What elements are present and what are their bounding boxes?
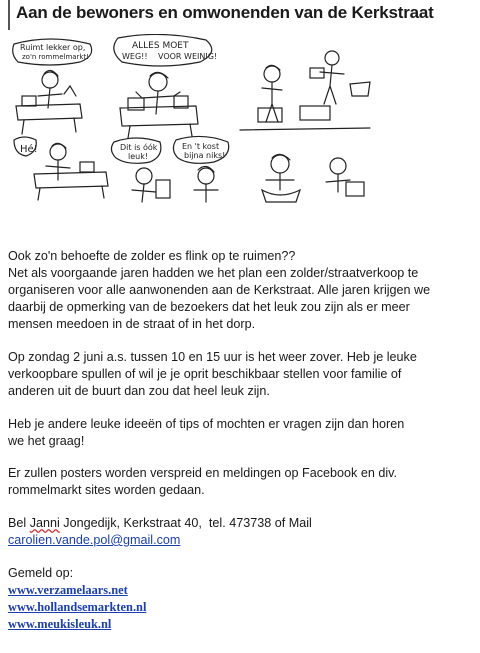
text-line: organiseren voor alle aanwonenden aan de Kerkstraat. Alle jaren krijgen we bbox=[8, 283, 431, 297]
bubble4-line1: Dit is óók bbox=[120, 143, 158, 152]
bubble3: Hé! bbox=[20, 144, 38, 155]
contact-first-name: Janni bbox=[29, 516, 60, 530]
links-heading: Gemeld op: bbox=[8, 566, 74, 580]
bubble1-line2: zo'n rommelmarkt! bbox=[22, 53, 90, 61]
email-link[interactable]: carolien.vande.pol@gmail.com bbox=[8, 533, 181, 547]
text-line: Net als voorgaande jaren hadden we het plan een zolder/straatverkoop te bbox=[8, 266, 419, 280]
cartoon-illustration bbox=[10, 34, 380, 204]
text-line: Ook zo'n behoefte de zolder es flink op te ruimen?? bbox=[8, 249, 296, 263]
contact-line bbox=[8, 515, 472, 532]
bubble2-line2: WEG!! bbox=[122, 52, 148, 61]
title-bar bbox=[8, 0, 474, 30]
text-line: we het graag! bbox=[8, 434, 85, 448]
paragraph-date bbox=[8, 349, 472, 400]
link-verzamelaars[interactable]: www.verzamelaars.net bbox=[8, 583, 128, 597]
links-block bbox=[8, 565, 472, 633]
paragraph-posters bbox=[8, 465, 472, 499]
link-meukisleuk[interactable]: www.meukisleuk.nl bbox=[8, 617, 112, 631]
bubble1-line1: Ruimt lekker op, bbox=[20, 43, 86, 52]
paragraph-intro bbox=[8, 248, 472, 333]
bubble2-line1: ALLES MOET bbox=[132, 41, 189, 51]
contact-block bbox=[8, 515, 472, 549]
text-line: Op zondag 2 juni a.s. tussen 10 en 15 uur is het weer zover. Heb je leuke bbox=[8, 350, 417, 364]
contact-prefix: Bel bbox=[8, 516, 30, 530]
text-line: Heb je andere leuke ideeën of tips of mochten er vragen zijn dan horen bbox=[8, 417, 405, 431]
contact-rest: Jongedijk, Kerkstraat 40, tel. 473738 of Mail bbox=[59, 516, 312, 530]
bubble5-line1: En 't kost bbox=[182, 142, 220, 151]
link-hollandsemarkten[interactable]: www.hollandsemarkten.nl bbox=[8, 600, 147, 614]
bubble2-line3: VOOR WEINIG! bbox=[158, 52, 218, 61]
text-line: verkoopbare spullen of wil je je oprit beschikbaar stellen voor familie of bbox=[8, 367, 402, 381]
paragraph-ideas bbox=[8, 416, 472, 450]
text-line: rommelmarkt sites worden gedaan. bbox=[8, 483, 205, 497]
text-line: daarbij de opmerking van de bezoekers dat het leuk zou zijn als er meer bbox=[8, 300, 410, 314]
text-line: anderen uit de buurt dan zou dat heel leuk zijn. bbox=[8, 384, 270, 398]
bubble4-line2: leuk! bbox=[128, 152, 149, 161]
text-line: mensen meedoen in de straat of in het dorp. bbox=[8, 317, 256, 331]
page-title: Aan de bewoners en omwonenden van de Kerkstraat bbox=[16, 3, 434, 22]
text-line: Er zullen posters worden verspreid en meldingen op Facebook en div. bbox=[8, 466, 397, 480]
bubble5-line2: bijna niks! bbox=[184, 151, 226, 160]
